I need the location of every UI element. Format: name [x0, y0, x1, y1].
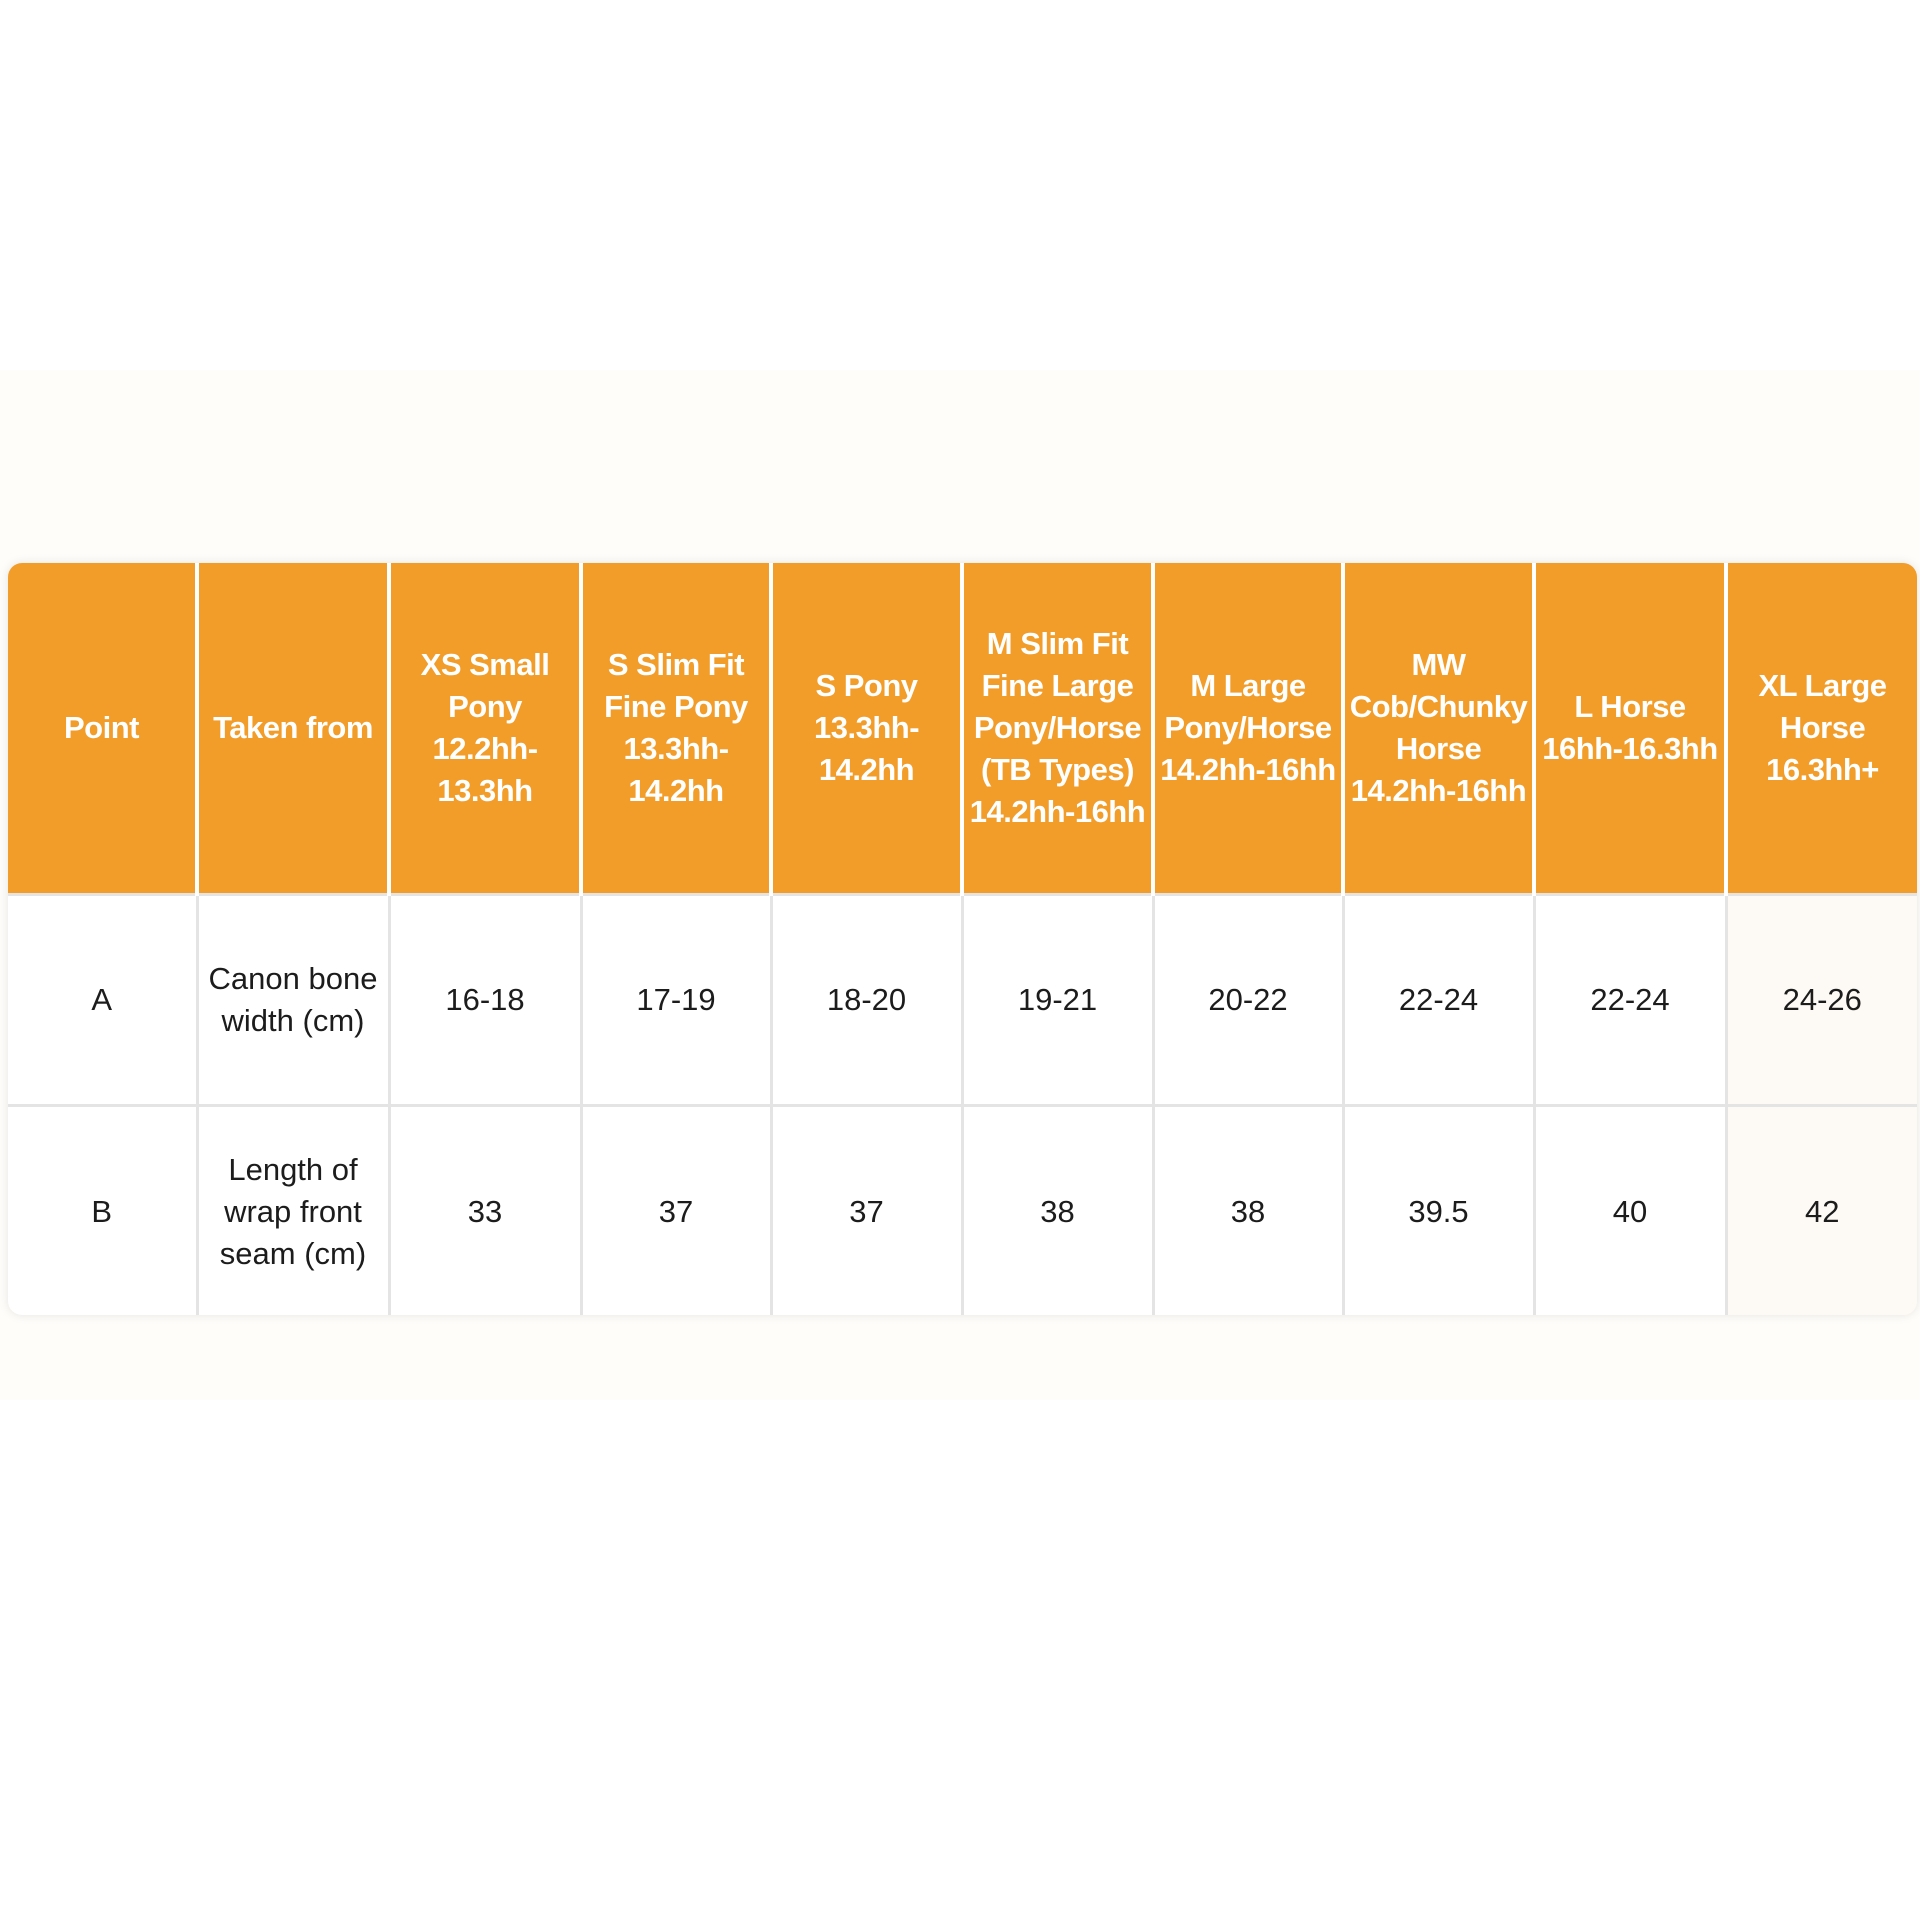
header-cell-xs: XS Small Pony 12.2hh-13.3hh — [389, 563, 581, 895]
cell-value: 20-22 — [1153, 895, 1343, 1106]
header-cell-point: Point — [8, 563, 197, 895]
header-cell-m-slim: M Slim Fit Fine Large Pony/Horse (TB Types) 14.2hh-16hh — [962, 563, 1153, 895]
cell-value: 16-18 — [389, 895, 581, 1106]
cell-value: 40 — [1534, 1106, 1726, 1316]
cell-value: 22-24 — [1534, 895, 1726, 1106]
cell-point: B — [8, 1106, 197, 1316]
table-row — [8, 895, 1917, 1106]
cell-value: 22-24 — [1343, 895, 1534, 1106]
cell-value: 24-26 — [1726, 895, 1917, 1106]
cell-value: 38 — [1153, 1106, 1343, 1316]
header-row — [8, 563, 1917, 895]
header-cell-s-pony: S Pony 13.3hh-14.2hh — [771, 563, 962, 895]
cell-value: 37 — [581, 1106, 771, 1316]
header-cell-l: L Horse 16hh-16.3hh — [1534, 563, 1726, 895]
size-chart-table-card — [8, 563, 1917, 1315]
cell-value: 39.5 — [1343, 1106, 1534, 1316]
cell-value: 17-19 — [581, 895, 771, 1106]
header-cell-s-slim: S Slim Fit Fine Pony 13.3hh-14.2hh — [581, 563, 771, 895]
cell-value: 37 — [771, 1106, 962, 1316]
table-row — [8, 1106, 1917, 1316]
cell-point: A — [8, 895, 197, 1106]
header-cell-xl: XL Large Horse 16.3hh+ — [1726, 563, 1917, 895]
cell-value: 42 — [1726, 1106, 1917, 1316]
size-chart-table — [8, 563, 1917, 1315]
cell-value: 38 — [962, 1106, 1153, 1316]
cell-value: 19-21 — [962, 895, 1153, 1106]
cell-taken-from: Canon bone width (cm) — [197, 895, 389, 1106]
header-cell-mw: MW Cob/Chunky Horse 14.2hh-16hh — [1343, 563, 1534, 895]
header-cell-m-large: M Large Pony/Horse 14.2hh-16hh — [1153, 563, 1343, 895]
cell-taken-from: Length of wrap front seam (cm) — [197, 1106, 389, 1316]
header-cell-taken-from: Taken from — [197, 563, 389, 895]
cell-value: 18-20 — [771, 895, 962, 1106]
cell-value: 33 — [389, 1106, 581, 1316]
